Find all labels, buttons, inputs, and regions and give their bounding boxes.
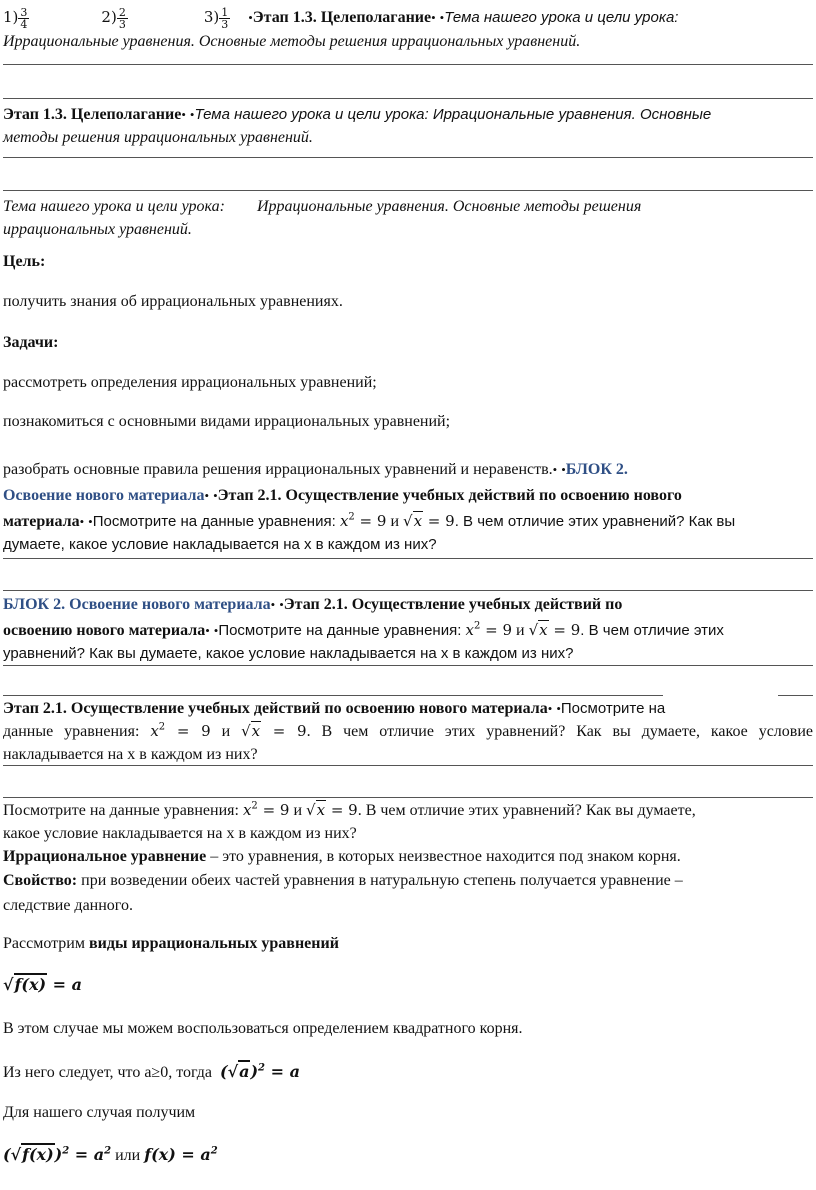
topic-label: Тема нашего урока и цели урока: bbox=[194, 106, 433, 123]
option-2: 2) bbox=[101, 8, 117, 26]
bullet-icon: • bbox=[181, 107, 186, 122]
bullet-icon: • bbox=[248, 10, 253, 25]
stage-block bbox=[3, 103, 813, 149]
final-formula bbox=[3, 1143, 813, 1167]
property-label: Свойство: bbox=[3, 872, 78, 889]
types-heading: Рассмотрим виды иррациональных уравнений bbox=[3, 935, 339, 952]
option-1: 1) bbox=[3, 8, 19, 26]
question-text: . В чем отличие этих уравнений? Как вы думаете, bbox=[357, 802, 696, 819]
question-text-2: думаете, какое условие накладывается на x в каждом из них? bbox=[3, 536, 437, 553]
definition-text: – это уравнения, в которых неизвестное находится под знаком корня. bbox=[206, 848, 681, 865]
bullet-icon: • bbox=[552, 462, 558, 477]
bullet-icon: • bbox=[79, 514, 85, 529]
task-2: познакомиться с основными видами иррациональных уравнений; bbox=[3, 413, 451, 430]
block-title: БЛОК 2. bbox=[565, 461, 628, 478]
tasks-label: Задачи: bbox=[3, 334, 59, 351]
goal-label: Цель: bbox=[3, 253, 46, 270]
prompt-text: Посмотрите на bbox=[560, 700, 666, 717]
divider bbox=[3, 695, 663, 696]
formula-squared: $(√f(x))^2 = a^2$ bbox=[3, 1145, 112, 1164]
divider bbox=[3, 797, 813, 798]
fraction-3: $\frac{1}{3}$ bbox=[221, 5, 229, 31]
bullet-icon: • bbox=[547, 701, 553, 716]
prompt-text: Посмотрите на данные уравнения: bbox=[218, 622, 466, 639]
question-text-2: какое условие накладывается на x в каждом из них? bbox=[3, 825, 357, 842]
case-text: В этом случае мы можем воспользоваться определением квадратного корня. bbox=[3, 1020, 523, 1037]
topic-title: Иррациональные уравнения. Основные методы решения иррациональных уравнений. bbox=[3, 32, 581, 50]
formula-sqrt-a: $(√a)^2 = a$ bbox=[220, 1062, 300, 1081]
divider bbox=[3, 590, 813, 591]
topic-title: Иррациональные уравнения. Основные bbox=[432, 106, 712, 123]
follows-text: Из него следует, что a≥0, тогда bbox=[3, 1064, 212, 1081]
our-case-text: Для нашего случая получим bbox=[3, 1104, 196, 1121]
topic-label: Тема нашего урока и цели урока: bbox=[3, 198, 225, 215]
formula-sqrt-fx: √f(x) = a bbox=[3, 975, 82, 994]
stage-heading: Этап 2.1. Осуществление учебных действий по освоению нового bbox=[217, 487, 682, 504]
question-text: . В чем отличие этих bbox=[580, 622, 724, 639]
block2-section: БЛОК 2. Освоение нового материала• •Этап 2.1. Осуществление учебных действий по освоению нового материала• •Посмотрите на данные уравнения: $x^2 = 9$ и √x = 9. В чем отличие этих уравнений? Как вы думаете, какое условие накладывается на x в каждом из них? bbox=[3, 593, 813, 665]
block-title-b: Освоение нового материала bbox=[3, 487, 205, 504]
property-text-2: следствие данного. bbox=[3, 897, 133, 914]
fraction-1: $\frac{3}{4}$ bbox=[20, 5, 28, 31]
bullet-icon: • bbox=[279, 597, 284, 612]
divider bbox=[778, 695, 813, 696]
bullet-icon: • bbox=[88, 514, 93, 529]
header-block bbox=[3, 6, 813, 53]
divider bbox=[3, 765, 813, 766]
bullet-icon: • bbox=[189, 107, 195, 122]
topic-label: Тема нашего урока и цели урока: bbox=[444, 9, 679, 26]
stage-21-block: Этап 2.1. Осуществление учебных действий по освоению нового материала• •Посмотрите на данные уравнения: $x^2 = 9$ и √x = 9. В чем отличие этих уравнений? Как вы думаете, какое условие накладывается на x в каждом из них? bbox=[3, 697, 813, 766]
fraction-2: $\frac{2}{3}$ bbox=[118, 5, 126, 31]
or-text: или bbox=[115, 1147, 141, 1164]
question-text: . В чем отличие этих уравнений? Как вы думаете, какое условие bbox=[306, 723, 813, 740]
bullet-icon: • bbox=[439, 10, 445, 25]
question-text-2: уравнений? Как вы думаете, какое условие накладывается на x в каждом из них? bbox=[3, 645, 574, 662]
bullet-icon: • bbox=[561, 462, 566, 477]
task-3-block: разобрать основные правила решения иррациональных уравнений и неравенств.• •БЛОК 2. Освоение нового материала• •Этап 2.1. Осуществление учебных действий по освоению нового материала• •Посмотрите на данные уравнения: $x^2 = 9$ и √x = 9. В чем отличие этих уравнений? Как вы думаете, какое условие накладывается на x в каждом из них? bbox=[3, 458, 813, 556]
block-title: БЛОК 2. Освоение нового материала bbox=[3, 596, 271, 613]
stage-heading: Этап 1.3. Целеполагание bbox=[3, 106, 182, 123]
follows-line bbox=[3, 1060, 813, 1084]
stage-heading: Этап 2.1. Осуществление учебных действий по bbox=[283, 596, 623, 613]
question-text: . В чем отличие этих уравнений? Как вы bbox=[454, 513, 736, 530]
task-1: рассмотреть определения иррациональных уравнений; bbox=[3, 374, 377, 391]
stage-heading-b: материала bbox=[3, 513, 80, 530]
divider bbox=[3, 98, 813, 99]
topic-title-line2: методы решения иррациональных уравнений. bbox=[3, 129, 313, 146]
definition-block: Посмотрите на данные уравнения: $x^2 = 9$ и √x = 9. В чем отличие этих уравнений? Как вы думаете, какое условие накладывается на x в каждом из них? Иррациональное уравнение – это уравнения, в которых неизвестное находится под знаком корня. Свойство: при возведении обеих частей уравнения в натуральную степень получается уравнение – следствие данного. bbox=[3, 799, 813, 917]
definition-term: Иррациональное уравнение bbox=[3, 848, 207, 865]
prompt-text: Посмотрите на данные уравнения: bbox=[92, 513, 340, 530]
bullet-icon: • bbox=[213, 488, 218, 503]
divider bbox=[3, 157, 813, 158]
task-3: разобрать основные правила решения иррациональных уравнений и неравенств. bbox=[3, 461, 553, 478]
divider bbox=[3, 665, 813, 666]
stage-heading: Этап 1.3. Целеполагание bbox=[252, 9, 432, 26]
goal-text: получить знания об иррациональных уравнениях. bbox=[3, 293, 343, 310]
prompt-text: Посмотрите на данные уравнения: bbox=[3, 802, 243, 819]
bullet-icon: • bbox=[213, 623, 219, 638]
goals-block bbox=[3, 195, 813, 241]
bullet-icon: • bbox=[204, 488, 210, 503]
divider bbox=[3, 190, 813, 191]
topic-title: Иррациональные уравнения. Основные методы решения bbox=[256, 198, 642, 215]
stage-heading-b: освоению нового материала bbox=[3, 622, 206, 639]
question-text-2: накладывается на x в каждом из них? bbox=[3, 746, 258, 763]
prompt-text-2: данные уравнения: bbox=[3, 723, 151, 740]
bullet-icon: • bbox=[431, 10, 436, 25]
property-text: при возведении обеих частей уравнения в натуральную степень получается уравнение – bbox=[77, 872, 683, 889]
divider bbox=[3, 64, 813, 65]
option-3: 3) bbox=[203, 8, 220, 26]
bullet-icon: • bbox=[205, 623, 210, 638]
formula-fx: $f(x) = a^2$ bbox=[144, 1145, 218, 1164]
topic-title-line2: иррациональных уравнений. bbox=[3, 221, 192, 238]
bullet-icon: • bbox=[270, 597, 276, 612]
stage-heading: Этап 2.1. Осуществление учебных действий по освоению нового материала bbox=[3, 700, 548, 717]
divider bbox=[3, 558, 813, 559]
bullet-icon: • bbox=[556, 701, 561, 716]
